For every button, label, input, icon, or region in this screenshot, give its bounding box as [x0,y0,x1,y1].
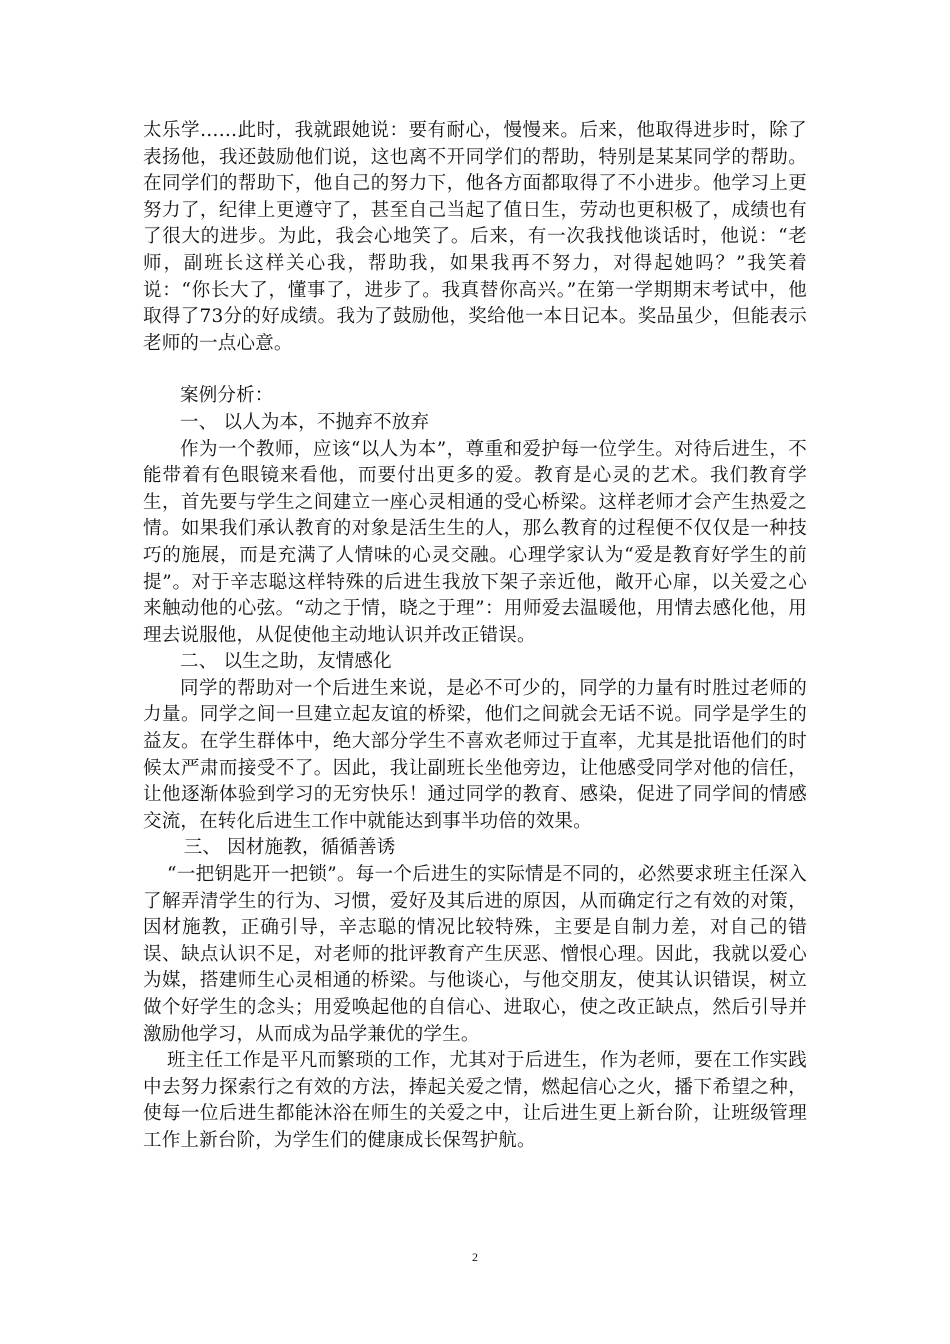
paragraph-tailored-teaching: “一把钥匙开一把锁”。每一个后进生的实际情是不同的，必然要求班主任深入了解弄清学生的行为、习惯，爱好及其后进的原因，从而确定行之有效的对策，因材施教，正确引导，辛志聪的情况比较特殊，主要是自制力差，对自己的错误、缺点认识不足，对老师的批评教育产生厌恶、憎恨心理。因此，我就以爱心为媒，搭建师生心灵相通的桥梁。与他谈心，与他交朋友，使其认识错误，树立做个好学生的念头；用爱唤起他的自信心、进取心，使之改正缺点，然后引导并激励他学习，从而成为品学兼优的学生。 [143,864,807,1045]
page-number: 2 [472,1250,478,1264]
document-body [143,118,807,1155]
paragraph-people-oriented: 作为一个教师，应该“以人为本”，尊重和爱护每一位学生。对待后进生，不能带着有色眼镜来看他，而要付出更多的爱。教育是心灵的艺术。我们教育学生，首先要与学生之间建立一座心灵相通的受心桥梁。这样老师才会产生热爱之情。如果我们承认教育的对象是活生生的人，那么教育的过程便不仅仅是一种技巧的施展，而是充满了人情味的心灵交融。心理学家认为“爱是教育好学生的前提”。对于辛志聪这样特殊的后进生我放下架子亲近他，敞开心扉，以关爱之心来触动他的心弦。“动之于情，晓之于理”：用师爱去温暖他，用情去感化他，用理去说服他，从促使他主动地认识并改正错误。 [143,438,807,646]
section-heading-2: 二、 以生之助，友情感化 [180,651,392,673]
paragraph-peer-help: 同学的帮助对一个后进生来说，是必不可少的，同学的力量有时胜过老师的力量。同学之间一旦建立起友谊的桥梁，他们之间就会无话不说。同学是学生的益友。在学生群体中，绝大部分学生不喜欢老师过于直率，尤其是批语他们的时候太严肃而接受不了。因此，我让副班长坐他旁边，让他感受同学对他的信任，让他逐渐体验到学习的无穷快乐！通过同学的教育、感染，促进了同学间的情感交流，在转化后进生工作中就能达到事半功倍的效果。 [143,677,807,832]
paragraph-gap [143,357,807,383]
paragraph-conclusion: 班主任工作是平凡而繁琐的工作，尤其对于后进生，作为老师，要在工作实践中去努力探索行之有效的方法，捧起关爱之情，燃起信心之火，播下希望之种，使每一位后进生都能沐浴在师生的关爱之中，让后进生更上新台阶，让班级管理工作上新台阶，为学生们的健康成长保驾护航。 [143,1050,807,1151]
section-heading-3: 三、 因材施教，循循善诱 [183,837,396,859]
paragraph-story-continuation: 太乐学……此时，我就跟她说：要有耐心，慢慢来。后来，他取得进步时，除了表扬他，我还鼓励他们说，这也离不开同学们的帮助，特别是某某同学的帮助。在同学们的帮助下，他自己的努力下，他各方面都取得了不小进步。他学习上更努力了，纪律上更遵守了，甚至自己当起了值日生，劳动也更积极了，成绩也有了很大的进步。为此，我会心地笑了。后来，有一次我找他谈话时，他说：“老师，副班长这样关心我，帮助我，如果我再不努力，对得起她吗？”我笑着说：“你长大了，懂事了，进步了。我真替你高兴。”在第一学期期末考试中，他取得了73分的好成绩。我为了鼓励他，奖给他一本日记本。奖品虽少，但能表示老师的一点心意。 [143,120,807,354]
section-heading-1: 一、 以人为本，不抛弃不放弃 [180,411,430,433]
analysis-title: 案例分析： [180,385,274,407]
